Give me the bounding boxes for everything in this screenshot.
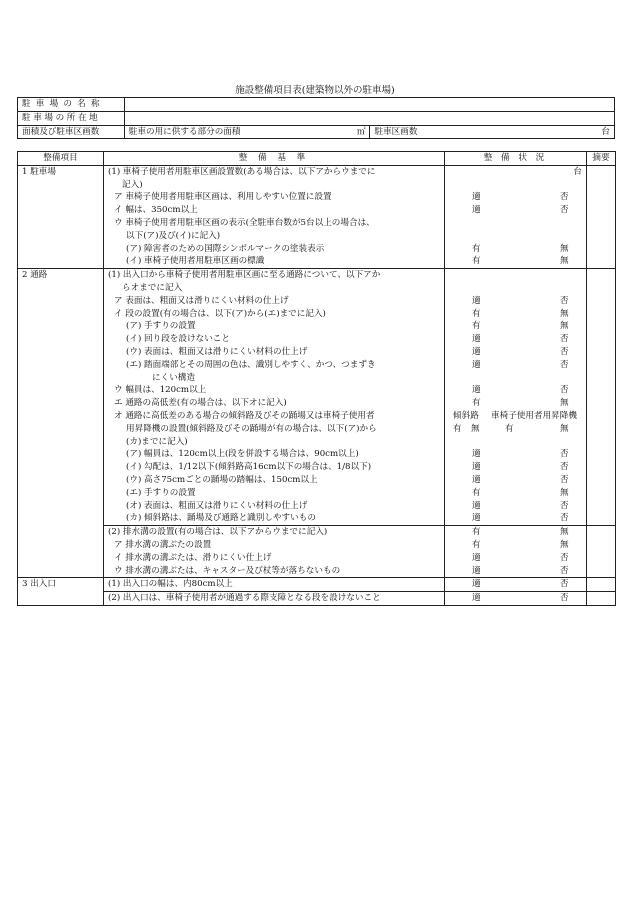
mark-ng[interactable]: 否 [560,192,569,203]
mark-ng[interactable]: 否 [560,334,569,345]
criteria-line: にくい構造 [152,372,195,383]
mark-ok[interactable]: 適 [472,513,481,524]
criteria-line: 以下(ア)及び(イ)に記入) [126,230,221,241]
mark-ok[interactable]: 適 [472,552,481,563]
mark-ok[interactable]: 適 [472,565,481,576]
mark-ok[interactable]: 適 [472,593,481,604]
mark-ok[interactable]: 適 [472,346,481,357]
criteria-line: (1) 出入口の幅は、内80cm以上 [108,579,233,590]
criteria-line: ア 表面は、粗面又は滑りにくい材料の仕上げ [114,295,289,306]
mark-ok[interactable]: 適 [472,500,481,511]
criteria-line: イ 段の設置(有の場合は、以下(ア)から(エ)までに記入) [114,308,326,319]
mark-yes[interactable]: 有 [472,398,481,409]
mark-yes[interactable]: 有 [472,321,481,332]
criteria-line: (2) 排水溝の設置(有の場合は、以下アからウまでに記入) [108,527,328,538]
mark-ng[interactable]: 否 [560,552,569,563]
page-title: 施設整備項目表(建築物以外の駐車場) [235,85,395,96]
mark-ok[interactable]: 適 [472,385,481,396]
criteria-line: オ 通路に高低差のある場合の傾斜路及びその踊場又は車椅子使用者 [114,410,375,421]
status-cell[interactable] [445,269,587,526]
facility-table [17,151,616,606]
mark-ok[interactable]: 適 [472,334,481,345]
mark-ok[interactable]: 適 [472,579,481,590]
mark-ng[interactable]: 否 [560,579,569,590]
criteria-line: ウ 車椅子使用者用駐車区画の表示(全駐車台数が5台以上の場合は、 [114,217,375,228]
status-cell[interactable] [445,592,587,606]
criteria-line: (エ) 踏面端部とその周囲の色は、識別しやすく、かつ、つまずき [126,359,376,370]
criteria-line: 記入) [122,179,143,190]
spaces-label: 駐車区画数 [374,126,418,137]
mark-ng[interactable]: 否 [560,295,569,306]
header-table [17,97,615,139]
unit-label: 台 [573,166,582,177]
table-row [18,526,616,578]
summary-cell[interactable] [587,165,616,268]
mark-ok[interactable]: 適 [472,474,481,485]
criteria-line: (ウ) 表面は、粗面又は滑りにくい材料の仕上げ [126,346,308,357]
mark-no[interactable]: 無 [560,308,569,319]
criteria-line: (ア) 幅員は、120cm以上(段を併設する場合は、90cm以上) [126,449,359,460]
section-label: 1 駐車場 [18,165,104,268]
summary-cell[interactable] [587,526,616,578]
mark-yes[interactable]: 有 [472,243,481,254]
col-status: 整 備 状 況 [445,152,587,166]
mark-ng[interactable]: 否 [560,346,569,357]
criteria-line: イ 幅は、350cm以上 [114,205,198,216]
mark-ng[interactable]: 否 [560,462,569,473]
criteria-line: ア 車椅子使用者用駐車区画は、利用しやすい位置に設置 [114,192,332,203]
mark-yes[interactable]: 有 [505,423,514,434]
mark-ng[interactable]: 否 [560,385,569,396]
summary-cell[interactable] [587,578,616,592]
mark-yes[interactable]: 有 [472,539,481,550]
area-cell[interactable] [124,125,370,139]
criteria-line: イ 排水溝の溝ぶたは、滑りにくい仕上げ [114,552,272,563]
mark-ok[interactable]: 適 [472,205,481,216]
section-label: 2 通路 [18,269,104,578]
criteria-line: (イ) 勾配は、1/12以下(傾斜路高16cm以下の場合は、1/8以下) [126,462,372,473]
mark-ok[interactable]: 適 [472,192,481,203]
criteria-line: (1) 車椅子使用者用駐車区画設置数(ある場合は、以下アからウまでに [108,166,376,177]
mark-yes[interactable]: 有 [472,308,481,319]
table-row [18,165,616,268]
criteria-line: (カ) 傾斜路は、踊場及び通路と識別しやすいもの [126,513,316,524]
status-cell[interactable] [445,165,587,268]
mark-ng[interactable]: 否 [560,205,569,216]
lift-label: 車椅子使用者用昇降機 [491,410,577,421]
mark-ok[interactable]: 適 [472,359,481,370]
criteria-line: (エ) 手すりの設置 [126,487,196,498]
criteria-line: (イ) 車椅子使用者用駐車区画の標識 [126,256,265,267]
mark-ng[interactable]: 否 [560,449,569,460]
mark-no[interactable]: 無 [560,398,569,409]
spaces-unit: 台 [601,126,610,137]
table-row [18,269,616,526]
mark-ok[interactable]: 適 [472,462,481,473]
spaces-cell[interactable] [370,125,615,139]
area-label: 面積及び駐車区画数 [18,125,125,139]
mark-no[interactable]: 無 [560,527,569,538]
mark-ng[interactable]: 否 [560,593,569,604]
criteria-line: 用昇降機の設置(傾斜路及びその踊場が有の場合は、以下(ア)から [126,423,377,434]
slope-label: 傾斜路 [453,410,479,421]
mark-ok[interactable]: 適 [472,449,481,460]
col-criteria: 整 備 基 準 [104,152,445,166]
criteria-line: ウ 幅員は、120cm以上 [114,385,207,396]
col-summary: 摘要 [587,152,616,166]
mark-no[interactable]: 無 [471,423,480,434]
mark-no[interactable]: 無 [560,243,569,254]
mark-yes[interactable]: 有 [453,423,462,434]
mark-yes[interactable]: 有 [472,487,481,498]
mark-ng[interactable]: 否 [560,474,569,485]
summary-cell[interactable] [587,592,616,606]
mark-no[interactable]: 無 [560,423,569,434]
mark-no[interactable]: 無 [560,487,569,498]
col-item: 整備項目 [18,152,104,166]
mark-no[interactable]: 無 [560,321,569,332]
location-label: 駐車場の所在地 [18,111,125,125]
criteria-line: (カ)までに記入) [126,436,188,447]
criteria-line: (イ) 回り段を設けないこと [126,334,230,345]
mark-no[interactable]: 無 [560,256,569,267]
mark-ok[interactable]: 適 [472,295,481,306]
criteria-line: (ウ) 高さ75cmごとの踊場の踏幅は、150cm以上 [126,474,318,485]
table-row [18,578,616,592]
criteria-line: (ア) 障害者のための国際シンボルマークの塗装表示 [126,243,325,254]
location-value[interactable] [124,111,614,125]
criteria-line: エ 通路の高低差(有の場合は、以下オに記入) [114,398,287,409]
status-cell[interactable] [445,578,587,592]
area-unit: ㎡ [356,126,366,137]
mark-yes[interactable]: 有 [472,256,481,267]
summary-cell[interactable] [587,269,616,526]
criteria-line: ア 排水溝の溝ぶたの設置 [114,539,212,550]
criteria-line: (ア) 手すりの設置 [126,321,196,332]
mark-no[interactable]: 無 [560,539,569,550]
criteria-line: (1) 出入口から車椅子使用者用駐車区画に至る通路について、以下アか [108,270,381,281]
section-label: 3 出入口 [18,578,104,606]
name-value[interactable] [124,98,614,112]
name-label: 駐車場の名称 [18,98,125,112]
mark-ng[interactable]: 否 [560,500,569,511]
mark-ng[interactable]: 否 [560,513,569,524]
status-cell[interactable] [445,526,587,578]
criteria-line: らオまでに記入 [122,282,183,293]
mark-ng[interactable]: 否 [560,565,569,576]
criteria-line: (オ) 表面は、粗面又は滑りにくい材料の仕上げ [126,500,308,511]
area-part-label: 駐車の用に供する部分の面積 [128,126,241,137]
mark-yes[interactable]: 有 [472,527,481,538]
criteria-line: (2) 出入口は、車椅子使用者が通過する際支障となる段を設けないこと [108,593,381,604]
mark-ng[interactable]: 否 [560,359,569,370]
criteria-line: ウ 排水溝の溝ぶたは、キャスター及び杖等が落ちないもの [114,565,341,576]
table-row [18,592,616,606]
